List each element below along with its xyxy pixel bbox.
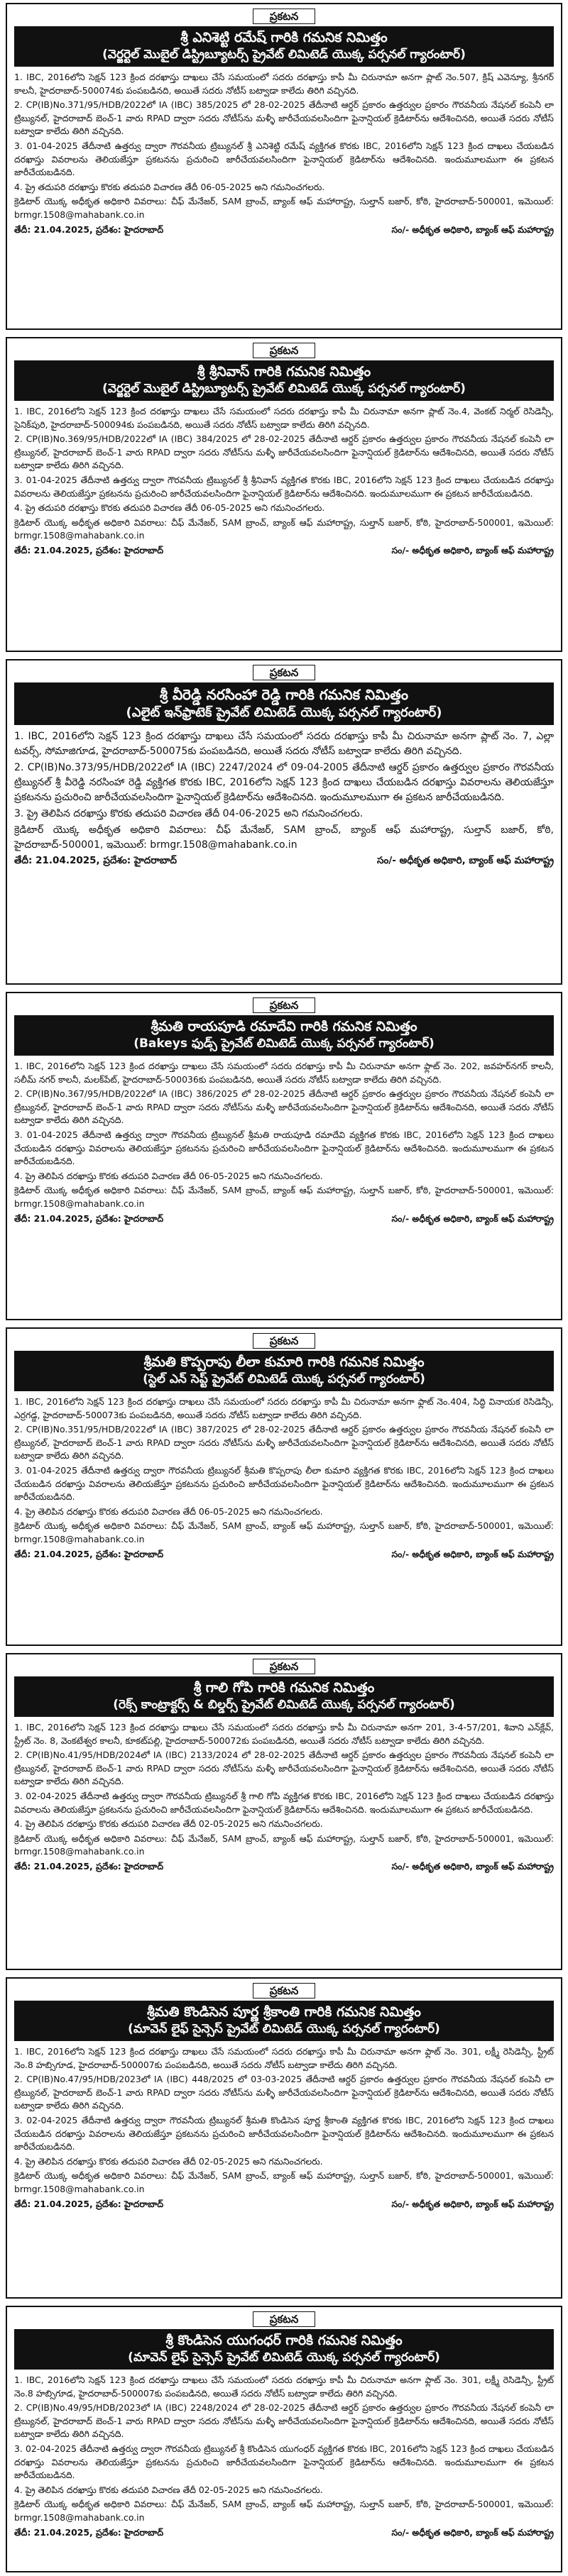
notice-paragraph: క్రెడిటార్ యొక్క అధీకృత అధికారి వివరాలు: చీఫ్ మేనేజర్, SAM బ్రాంచ్, బ్యాంక్ ఆఫ్ మహారాష్ట్ర, సుల్తాన్ బజార్, కోఠి, హైదరాబాద్-500001, ఇమెయిల్: brmgr.1508@mahabank.co.in <box>14 824 554 851</box>
notice-paragraph: 4. ప్రై తదుపరి దరఖాస్తు కొరకు తదుపరి విచారణ తేదీ 06-05-2025 అని గమనించగలరు. <box>14 502 325 514</box>
notice-title: శ్రీ గాలి గోపి గారికి గమనిక నిమిత్తం <box>193 1680 375 1696</box>
notice-paragraph: 2. CP(IB)No.49/95/HDB/2023లో IA (IBC) 2248/2024 లో 28-02-2025 తేదీనాటి ఆర్డర్ ప్రకారం ఉత్తర్వుల ప్రకారం గౌరవనీయ నేషనల్ కంపెనీ లా ట్రిబ్యునల్, హైదరాబాద్ బెంచ్-1 వారు RPAD ద్వారా సదరు నోటీస్‌ను మళ్ళీ జారీచేయవలసిందిగా ఫైనాన్షియల్ క్రెడిటార్‌ను ఆదేశించినది, అయితే సదరు నోటీస్ బట్వాడా కాలేదు తిరిగి వచ్చినది. <box>14 2402 554 2440</box>
notice-paragraph: క్రెడిటార్ యొక్క అధీకృత అధికారి వివరాలు: చీఫ్ మేనేజర్, SAM బ్రాంచ్, బ్యాంక్ ఆఫ్ మహారాష్ట్ర, సుల్తాన్ బజార్, కోఠి, హైదరాబాద్-500001, ఇమెయిల్: brmgr.1508@mahabank.co.in <box>14 1185 554 1209</box>
notice-paragraph: 2. CP(IB)No.369/95/HDB/2022లో IA (IBC) 384/2025 లో 28-02-2025 తేదీనాటి ఆర్డర్ ప్రకారం ఉత్తర్వుల ప్రకారం గౌరవనీయ నేషనల్ కంపెనీ లా ట్రిబ్యునల్, హైదరాబాద్ బెంచ్-1 వారు RPAD ద్వారా సదరు నోటీస్‌ను మళ్ళీ జారీచేయవలసిందిగా ఫైనాన్షియల్ క్రెడిటార్‌ను ఆదేశించినది, అయితే సదరు నోటీస్ బట్వాడా కాలేదు తిరిగి వచ్చినది. <box>14 433 554 471</box>
notice-title: శ్రీ కొండిసెన యుగంధర్ గారికి గమనిక నిమిత్తం <box>165 2333 403 2348</box>
notice-signatory: సం/- అధీకృత అధికారి, బ్యాంక్ ఆఫ్ మహారాష్ట్ర <box>377 855 554 866</box>
notice-title: శ్రీమతి కొప్పరాపు లీలా కుమారి గారికి గమనిక నిమిత్తం <box>143 1354 425 1370</box>
notice-paragraph: 4. ప్రై తెలిపిన దరఖాస్తు కొరకు తదుపరి విచారణ తేదీ 02-05-2025 అని గమనించగలరు. <box>14 2155 323 2167</box>
notice-title-band <box>14 1351 554 1391</box>
notice-footer <box>14 544 554 557</box>
notice-title-band <box>14 1015 554 1056</box>
notice-paragraph: 1. IBC, 2016లోని సెక్షన్ 123 క్రింద దరఖాస్తు దాఖలు చేసే సమయంలో సదరు దరఖాస్తు కాపీ మీ చిరునామా అనగా 201, 3-4-57/201, శివాని ఎన్‌క్లేవ్, స్ట్రీట్ నెం. 8, వెంకటేశ్వర కాలనీ, కూకట్‌పల్లి, హైదరాబాద్-500072కు పంపబడినది, అయితే సదరు నోటీస్ బట్వాడా కాలేదు తిరిగి వచ్చినది. <box>14 1722 554 1746</box>
notice-paragraph: 3. 01-04-2025 తేదీనాటి ఉత్తర్వు ద్వారా గౌరవనీయ ట్రిబ్యునల్ శ్రీమతి రాయపూడి రమాదేవి వ్యక్తిగత కొరకు IBC, 2016లోని సెక్షన్ 123 క్రింద దాఖలు చేయబడిన దరఖాస్తు వివరాలను తెలియజేస్తూ ప్రకటనను ప్రచురించి జారీచేయవలసిందిగా ఫైనాన్షియల్ క్రెడిటార్‌ను ఆదేశించినది. ఇందుమూలముగా ఈ ప్రకటన జారీచేయబడినది. <box>14 1129 554 1167</box>
notice-title-band <box>14 1676 554 1717</box>
notice-date: తేదీ: 21.04.2025, ప్రదేశం: హైదరాబాద్ <box>14 1548 164 1559</box>
notice-paragraph: 2. CP(IB)No.371/95/HDB/2022లో IA (IBC) 385/2025 లో 28-02-2025 తేదీనాటి ఆర్డర్ ప్రకారం ఉత్తర్వుల ప్రకారం గౌరవనీయ నేషనల్ కంపెనీ లా ట్రిబ్యునల్, హైదరాబాద్ బెంచ్-1 వారు RPAD ద్వారా సదరు నోటీస్‌ను మళ్ళీ జారీచేయవలసిందిగా ఫైనాన్షియల్ క్రెడిటార్‌ను ఆదేశించినది, అయితే సదరు నోటీస్ బట్వాడా కాలేదు తిరిగి వచ్చినది. <box>14 99 554 137</box>
notice-heading: ప్రకటన <box>253 1659 315 1674</box>
notice-title: శ్రీమతి కొండిసెన పూర్ణ శ్రీకాంతి గారికి గమనిక నిమిత్తం <box>147 2004 421 2020</box>
notice-date: తేదీ: 21.04.2025, ప్రదేశం: హైదరాబాద్ <box>14 855 177 866</box>
notice-date: తేదీ: 21.04.2025, ప్రదేశం: హైదరాబాద్ <box>14 2526 164 2538</box>
notice-title-band <box>14 682 554 725</box>
notice-signatory: సం/- అధీకృత అధికారి, బ్యాంక్ ఆఫ్ మహారాష్ట్ర <box>391 2526 554 2538</box>
notice-paragraph: క్రెడిటార్ యొక్క అధీకృత అధికారి వివరాలు: చీఫ్ మేనేజర్, SAM బ్రాంచ్, బ్యాంక్ ఆఫ్ మహారాష్ట్ర, సుల్తాన్ బజార్, కోఠి, హైదరాబాద్-500001, ఇమెయిల్: brmgr.1508@mahabank.co.in <box>14 2499 554 2523</box>
notice-paragraph: 3. 01-04-2025 తేదీనాటి ఉత్తర్వు ద్వారా గౌరవనీయ ట్రిబ్యునల్ శ్రీ శ్రీనివాస్ వ్యక్తిగత కొరకు IBC, 2016లోని సెక్షన్ 123 క్రింద దాఖలు చేయబడిన దరఖాస్తు వివరాలను తెలియజేస్తూ ప్రకటనను ప్రచురించి జారీచేయవలసిందిగా ఫైనాన్షియల్ క్రెడిటార్‌ను ఆదేశించినది. ఇందుమూలముగా ఈ ప్రకటన జారీచేయబడినది. <box>14 474 554 499</box>
notice-date: తేదీ: 21.04.2025, ప్రదేశం: హైదరాబాద్ <box>14 1860 164 1872</box>
notice-footer <box>14 223 554 236</box>
notice-subtitle: (వెర్జర్టెల్ మొబైల్ డిస్ట్రిబ్యూటర్స్ ప్రైవేట్ లిమిటెడ్ యొక్క పర్సనల్ గ్యారంటార్) <box>102 382 466 396</box>
notice-box <box>6 1327 562 1646</box>
notice-paragraph: 4. ప్రై తదుపరి దరఖాస్తు కొరకు తదుపరి విచారణ తేదీ 06-05-2025 అని గమనించగలరు. <box>14 181 325 192</box>
notice-date: తేదీ: 21.04.2025, ప్రదేశం: హైదరాబాద్ <box>14 1212 164 1224</box>
notice-paragraph: 2. CP(IB)No.41/95/HDB/2024లో IA (IBC) 2133/2024 లో 28-02-2025 తేదీనాటి ఆర్డర్ ప్రకారం ఉత్తర్వుల ప్రకారం గౌరవనీయ నేషనల్ కంపెనీ లా ట్రిబ్యునల్, హైదరాబాద్ బెంచ్-1 వారు RPAD ద్వారా సదరు నోటీస్‌ను మళ్ళీ జారీచేయవలసిందిగా ఫైనాన్షియల్ క్రెడిటార్‌ను ఆదేశించినది, అయితే సదరు నోటీస్ బట్వాడా కాలేదు తిరిగి వచ్చినది. <box>14 1749 554 1787</box>
notice-signatory: సం/- అధీకృత అధికారి, బ్యాంక్ ఆఫ్ మహారాష్ట్ర <box>391 1860 554 1872</box>
notice-paragraph: 1. IBC, 2016లోని సెక్షన్ 123 క్రింద దరఖాస్తు దాఖలు చేసే సమయంలో సదరు దరఖాస్తు కాపీ మీ చిరునామా అనగా ఫ్లాట్ నెం. 301, లక్ష్మీ రెసిడెన్సీ, స్ట్రీట్ నెం.8 హబ్సిగూడ, హైదరాబాద్-500007కు పంపబడినది, అయితే సదరు నోటీస్ బట్వాడా కాలేదు తిరిగి వచ్చినది. <box>14 2046 554 2070</box>
notice-title-band <box>14 2001 554 2041</box>
notice-title: శ్రీమతి రాయపూడి రమాదేవి గారికి గమనిక నిమిత్తం <box>151 1019 417 1034</box>
notice-title-band <box>14 26 554 67</box>
notice-paragraph: క్రెడిటార్ యొక్క అధీకృత అధికారి వివరాలు: చీఫ్ మేనేజర్, SAM బ్రాంచ్, బ్యాంక్ ఆఫ్ మహారాష్ట్ర, సుల్తాన్ బజార్, కోఠి, హైదరాబాద్-500001, ఇమెయిల్: brmgr.1508@mahabank.co.in <box>14 2170 554 2194</box>
notice-paragraph: 3. 02-04-2025 తేదీనాటి ఉత్తర్వు ద్వారా గౌరవనీయ ట్రిబ్యునల్ శ్రీ గాలి గోపి వ్యక్తిగత కొరకు IBC, 2016లోని సెక్షన్ 123 క్రింద దాఖలు చేయబడిన దరఖాస్తు వివరాలను తెలియజేస్తూ ప్రకటనను ప్రచురించి జారీచేయవలసిందిగా ఫైనాన్షియల్ క్రెడిటార్‌ను ఆదేశించినది. ఇందుమూలముగా ఈ ప్రకటన జారీచేయబడినది. <box>14 1790 554 1815</box>
notice-title: శ్రీ ఎనిశెట్టి రమేష్ గారికి గమనిక నిమిత్తం <box>180 30 388 45</box>
notice-box <box>6 1653 562 1970</box>
notice-subtitle: (మావెన్ లైఫ్ సైన్సెస్ ప్రైవేట్ లిమిటెడ్ యొక్క పర్సనల్ గ్యారంటార్) <box>128 2022 440 2036</box>
notice-paragraph: క్రెడిటార్ యొక్క అధీకృత అధికారి వివరాలు: చీఫ్ మేనేజర్, SAM బ్రాంచ్, బ్యాంక్ ఆఫ్ మహారాష్ట్ర, సుల్తాన్ బజార్, కోఠి, హైదరాబాద్-500001, ఇమెయిల్: brmgr.1508@mahabank.co.in <box>14 1520 554 1544</box>
notice-title: శ్రీ వీరెడ్డి నరసింహా రెడ్డి గారికి గమనిక నిమిత్తం <box>160 686 408 703</box>
notice-box <box>6 659 562 985</box>
notice-signatory: సం/- అధీకృత అధికారి, బ్యాంక్ ఆఫ్ మహారాష్ట్ర <box>391 1212 554 1224</box>
notice-footer <box>14 2526 554 2539</box>
notice-heading: ప్రకటన <box>253 1983 315 1999</box>
notice-heading: ప్రకటన <box>253 665 315 680</box>
notice-subtitle: (ఎలైట్ ఇన్‌ఫ్రాటెక్ ప్రైవేట్ లిమిటెడ్ యొక్క పర్సనల్ గ్యారంటార్) <box>126 705 442 720</box>
notice-paragraph: క్రెడిటార్ యొక్క అధీకృత అధికారి వివరాలు: చీఫ్ మేనేజర్, SAM బ్రాంచ్, బ్యాంక్ ఆఫ్ మహారాష్ట్ర, సుల్తాన్ బజార్, కోఠి, హైదరాబాద్-500001, ఇమెయిల్: brmgr.1508@mahabank.co.in <box>14 516 554 541</box>
notice-paragraph: 2. CP(IB)No.367/95/HDB/2022లో IA (IBC) 386/2025 లో 28-02-2025 తేదీనాటి ఆర్డర్ ప్రకారం ఉత్తర్వుల ప్రకారం గౌరవనీయ నేషనల్ కంపెనీ లా ట్రిబ్యునల్, హైదరాబాద్ బెంచ్-1 వారు RPAD ద్వారా సదరు నోటీస్‌ను మళ్ళీ జారీచేయవలసిందిగా ఫైనాన్షియల్ క్రెడిటార్‌ను ఆదేశించినది, అయితే సదరు నోటీస్ బట్వాడా కాలేదు తిరిగి వచ్చినది. <box>14 1088 554 1126</box>
notice-date: తేదీ: 21.04.2025, ప్రదేశం: హైదరాబాద్ <box>14 544 164 555</box>
notice-paragraph: 1. IBC, 2016లోని సెక్షన్ 123 క్రింద దరఖాస్తు దాఖలు చేసే సమయంలో సదరు దరఖాస్తు కాపీ మీ చిరునామా అనగా ఫ్లాట్ నెం.404, సిద్ధి వినాయక రెసిడెన్సీ, ఎర్రగడ్డ, హైదరాబాద్-500073కు పంపబడినది, అయితే సదరు నోటీస్ బట్వాడా కాలేదు తిరిగి వచ్చినది. <box>14 1396 554 1420</box>
notice-signatory: సం/- అధీకృత అధికారి, బ్యాంక్ ఆఫ్ మహారాష్ట్ర <box>391 2198 554 2209</box>
notice-box <box>6 3 562 330</box>
notice-paragraph: 2. CP(IB)No.351/95/HDB/2022లో IA (IBC) 387/2025 లో 28-02-2025 తేదీనాటి ఆర్డర్ ప్రకారం ఉత్తర్వుల ప్రకారం గౌరవనీయ నేషనల్ కంపెనీ లా ట్రిబ్యునల్, హైదరాబాద్ బెంచ్-1 వారు RPAD ద్వారా సదరు నోటీస్‌ను మళ్ళీ జారీచేయవలసిందిగా ఫైనాన్షియల్ క్రెడిటార్‌ను ఆదేశించినది, అయితే సదరు నోటీస్ బట్వాడా కాలేదు తిరిగి వచ్చినది. <box>14 1424 554 1461</box>
notice-paragraph: 4. ప్రై తెలిపిన దరఖాస్తు కొరకు తదుపరి విచారణ తేదీ 02-05-2025 అని గమనించగలరు. <box>14 1818 323 1830</box>
notice-paragraph: 1. IBC, 2016లోని సెక్షన్ 123 క్రింద దరఖాస్తు దాఖలు చేసే సమయంలో సదరు దరఖాస్తు కాపీ మీ చిరునామా అనగా ప్లాట్ నెం.507, క్రిష్ ఎవెన్యూ, శ్రీనగర్ కాలనీ, హైదరాబాద్-500074కు పంపబడినది, అయితే సదరు నోటీస్ బట్వాడా కాలేదు తిరిగి వచ్చినది. <box>14 72 554 96</box>
notice-paragraph: 3. 02-04-2025 తేదీనాటి ఉత్తర్వు ద్వారా గౌరవనీయ ట్రిబ్యునల్ శ్రీమతి కొండిసెన పూర్ణ శ్రీకాంతి వ్యక్తిగత కొరకు IBC, 2016లోని సెక్షన్ 123 క్రింద దాఖలు చేయబడిన దరఖాస్తు వివరాలను తెలియజేస్తూ ప్రకటనను ప్రచురించి జారీచేయవలసిందిగా ఫైనాన్షియల్ క్రెడిటార్‌ను ఆదేశించినది. ఇందుమూలముగా ఈ ప్రకటన జారీచేయబడినది. <box>14 2114 554 2152</box>
notice-title-band <box>14 2329 554 2370</box>
notice-box <box>6 1977 562 2299</box>
notice-footer <box>14 1548 554 1561</box>
notice-subtitle: (Bakeys ఫుడ్స్ ప్రైవేట్ లిమిటెడ్ యొక్క పర్సనల్ గ్యారంటార్) <box>133 1037 435 1051</box>
notice-signatory: సం/- అధీకృత అధికారి, బ్యాంక్ ఆఫ్ మహారాష్ట్ర <box>391 544 554 555</box>
notice-heading: ప్రకటన <box>253 343 315 358</box>
notice-heading: ప్రకటన <box>253 9 315 24</box>
notice-subtitle: (మావెన్ లైఫ్ సైన్సెస్ ప్రైవేట్ లిమిటెడ్ యొక్క పర్సనల్ గ్యారంటార్) <box>128 2350 440 2365</box>
notice-paragraph: 1. IBC, 2016లోని సెక్షన్ 123 క్రింద దరఖాస్తు దాఖలు చేసే సమయంలో సదరు దరఖాస్తు కాపీ మీ చిరునామా అనగా ఫ్లాట్ నెం. 202, జవహర్‌నగర్ కాలనీ, సలీమ్ నగర్ కాలనీ, మలక్‌పేట్, హైదరాబాద్-500036కు పంపబడినది, అయితే సదరు నోటీస్ బట్వాడా కాలేదు తిరిగి వచ్చినది. <box>14 1061 554 1085</box>
notice-paragraph: క్రెడిటార్ యొక్క అధీకృత అధికారి వివరాలు: చీఫ్ మేనేజర్, SAM బ్రాంచ్, బ్యాంక్ ఆఫ్ మహారాష్ట్ర, సుల్తాన్ బజార్, కోఠి, హైదరాబాద్-500001, ఇమెయిల్: brmgr.1508@mahabank.co.in <box>14 196 554 220</box>
notice-signatory: సం/- అధీకృత అధికారి, బ్యాంక్ ఆఫ్ మహారాష్ట్ర <box>391 223 554 235</box>
notice-heading: ప్రకటన <box>253 2311 315 2327</box>
notice-paragraph: 3. ప్రై తెలిపిన దరఖాస్తు కొరకు తదుపరి విచారణ తేదీ 04-06-2025 అని గమనించగలరు. <box>14 808 364 819</box>
notice-paragraph: 3. 01-04-2025 తేదీనాటి ఉత్తర్వు ద్వారా గౌరవనీయ ట్రిబ్యునల్ శ్రీ ఎనిశెట్టి రమేష్ వ్యక్తిగత కొరకు IBC, 2016లోని సెక్షన్ 123 క్రింద దాఖలు చేయబడిన దరఖాస్తు వివరాలను తెలియజేస్తూ ప్రకటనను ప్రచురించి జారీచేయవలసిందిగా ఫైనాన్షియల్ క్రెడిటార్‌ను ఆదేశించినది. ఇందుమూలముగా ఈ ప్రకటన జారీచేయబడినది. <box>14 140 554 178</box>
notice-paragraph: 4. ప్రై తెలిపిన దరఖాస్తు కొరకు తదుపరి విచారణ తేదీ 02-05-2025 అని గమనించగలరు. <box>14 2484 323 2495</box>
notice-date: తేదీ: 21.04.2025, ప్రదేశం: హైదరాబాద్ <box>14 2198 164 2209</box>
notice-paragraph: 3. 01-04-2025 తేదీనాటి ఉత్తర్వు ద్వారా గౌరవనీయ ట్రిబ్యునల్ శ్రీమతి కొప్పరాపు లీలా కుమారి వ్యక్తిగత కొరకు IBC, 2016లోని సెక్షన్ 123 క్రింద దాఖలు చేయబడిన దరఖాస్తు వివరాలను తెలియజేస్తూ ప్రకటనను ప్రచురించి జారీచేయవలసిందిగా ఫైనాన్షియల్ క్రెడిటార్‌ను ఆదేశించినది. ఇందుమూలముగా ఈ ప్రకటన జారీచేయబడినది. <box>14 1464 554 1503</box>
notice-footer <box>14 1860 554 1873</box>
notice-title: శ్రీ శ్రీనివాస్ గారికి గమనిక నిమిత్తం <box>197 364 371 380</box>
notice-subtitle: (రెక్స్ కాంట్రాక్టర్స్ & బిల్డర్స్ ప్రైవేట్ లిమిటెడ్ యొక్క పర్సనల్ గ్యారంటార్) <box>113 1698 455 1712</box>
notice-heading: ప్రకటన <box>253 1333 315 1349</box>
notice-date: తేదీ: 21.04.2025, ప్రదేశం: హైదరాబాద్ <box>14 223 164 235</box>
notice-paragraph: 2. CP(IB)No.47/95/HDB/2023లో IA (IBC) 448/2025 లో 03-03-2025 తేదీనాటి ఆర్డర్ ప్రకారం ఉత్తర్వుల ప్రకారం గౌరవనీయ నేషనల్ కంపెనీ లా ట్రిబ్యునల్, హైదరాబాద్ బెంచ్-1 వారు RPAD ద్వారా సదరు నోటీస్‌ను మళ్ళీ జారీచేయవలసిందిగా ఫైనాన్షియల్ క్రెడిటార్‌ను ఆదేశించినది, అయితే సదరు నోటీస్ బట్వాడా కాలేదు తిరిగి వచ్చినది. <box>14 2074 554 2111</box>
notice-paragraph: 1. IBC, 2016లోని సెక్షన్ 123 క్రింద దరఖాస్తు దాఖలు చేసే సమయంలో సదరు దరఖాస్తు కాపీ మీ చిరునామా అనగా ప్లాట్ నెం. 7, ఎల్లా టవర్స్, సోమాజిగూడ, హైదరాబాద్-500075కు పంపబడినది, అయితే సదరు నోటీస్ బట్వాడా కాలేదు తిరిగి వచ్చినది. <box>14 731 554 757</box>
notice-paragraph: క్రెడిటార్ యొక్క అధీకృత అధికారి వివరాలు: చీఫ్ మేనేజర్, SAM బ్రాంచ్, బ్యాంక్ ఆఫ్ మహారాష్ట్ర, సుల్తాన్ బజార్, కోఠి, హైదరాబాద్-500001, ఇమెయిల్: brmgr.1508@mahabank.co.in <box>14 1833 554 1857</box>
notice-footer <box>14 1212 554 1225</box>
notice-paragraph: 1. IBC, 2016లోని సెక్షన్ 123 క్రింద దరఖాస్తు దాఖలు చేసే సమయంలో సదరు దరఖాస్తు కాపీ మీ చిరునామా అనగా ఫ్లాట్ నెం. 301, లక్ష్మీ రెసిడెన్సీ, స్ట్రీట్ నెం.8 హబ్సిగూడ, హైదరాబాద్-500007కు పంపబడినది, అయితే సదరు నోటీస్ బట్వాడా కాలేదు తిరిగి వచ్చినది. <box>14 2375 554 2399</box>
notice-subtitle: (స్టెల్ ఎన్ సెప్ట్ ప్రైవేట్ లిమిటెడ్ యొక్క పర్సనల్ గ్యారంటార్) <box>143 1372 425 1386</box>
notice-box <box>6 2306 562 2572</box>
notice-footer <box>14 2198 554 2211</box>
notice-paragraph: 1. IBC, 2016లోని సెక్షన్ 123 క్రింద దరఖాస్తు దాఖలు చేసే సమయంలో సదరు దరఖాస్తు కాపీ మీ చిరునామా అనగా ప్లాట్ నెం.4, వెంకట్ నిర్మల్ రెసిడెన్సీ, సైనిక్‌పురి, హైదరాబాద్-500094కు పంపబడినది, అయితే సదరు నోటీస్ బట్వాడా కాలేదు తిరిగి వచ్చినది. <box>14 406 554 430</box>
notice-box <box>6 337 562 652</box>
notice-paragraph: 4. ప్రై తెలిపిన దరఖాస్తు కొరకు తదుపరి విచారణ తేదీ 06-05-2025 అని గమనించగలరు. <box>14 1170 323 1181</box>
notice-subtitle: (వెర్జర్టెల్ మొబైల్ డిస్ట్రిబ్యూటర్స్ ప్రైవేట్ లిమిటెడ్ యొక్క పర్సనల్ గ్యారంటార్) <box>102 48 466 62</box>
notice-footer <box>14 854 554 867</box>
notice-paragraph: 3. 02-04-2025 తేదీనాటి ఉత్తర్వు ద్వారా గౌరవనీయ ట్రిబ్యునల్ శ్రీ కొండిసెన యుగంధర్ వ్యక్తిగత కొరకు IBC, 2016లోని సెక్షన్ 123 క్రింద దాఖలు చేయబడిన దరఖాస్తు వివరాలను తెలియజేస్తూ ప్రకటనను ప్రచురించి జారీచేయవలసిందిగా ఫైనాన్షియల్ క్రెడిటార్‌ను ఆదేశించినది. ఇందుమూలముగా ఈ ప్రకటన జారీచేయబడినది. <box>14 2443 554 2481</box>
notice-box <box>6 992 562 1320</box>
notice-paragraph: 2. CP(IB)No.373/95/HDB/2022లో IA (IBC) 2247/2024 లో 09-04-2005 తేదీనాటి ఆర్డర్ ప్రకారం ఉత్తర్వుల ప్రకారం గౌరవనీయ ట్రిబ్యునల్ శ్రీ వీరెడ్డి నరసింహా రెడ్డి వ్యక్తిగత కొరకు IBC, 2016లోని సెక్షన్ 123 క్రింద దాఖలు చేయబడిన దరఖాస్తు వివరాలను తెలియజేస్తూ ప్రకటనను ప్రచురించి జారీచేయవలసిందిగా ఫైనాన్షియల్ క్రెడిటార్‌ను ఆదేశించినది. ఇందుమూలముగా ఈ ప్రకటన జారీచేయబడినది. <box>14 762 554 803</box>
notice-paragraph: 4. ప్రై తెలిపిన దరఖాస్తు కొరకు తదుపరి విచారణ తేదీ 06-05-2025 అని గమనించగలరు. <box>14 1505 323 1517</box>
notice-signatory: సం/- అధీకృత అధికారి, బ్యాంక్ ఆఫ్ మహారాష్ట్ర <box>391 1548 554 1559</box>
notice-heading: ప్రకటన <box>253 997 315 1013</box>
notice-title-band <box>14 360 554 401</box>
